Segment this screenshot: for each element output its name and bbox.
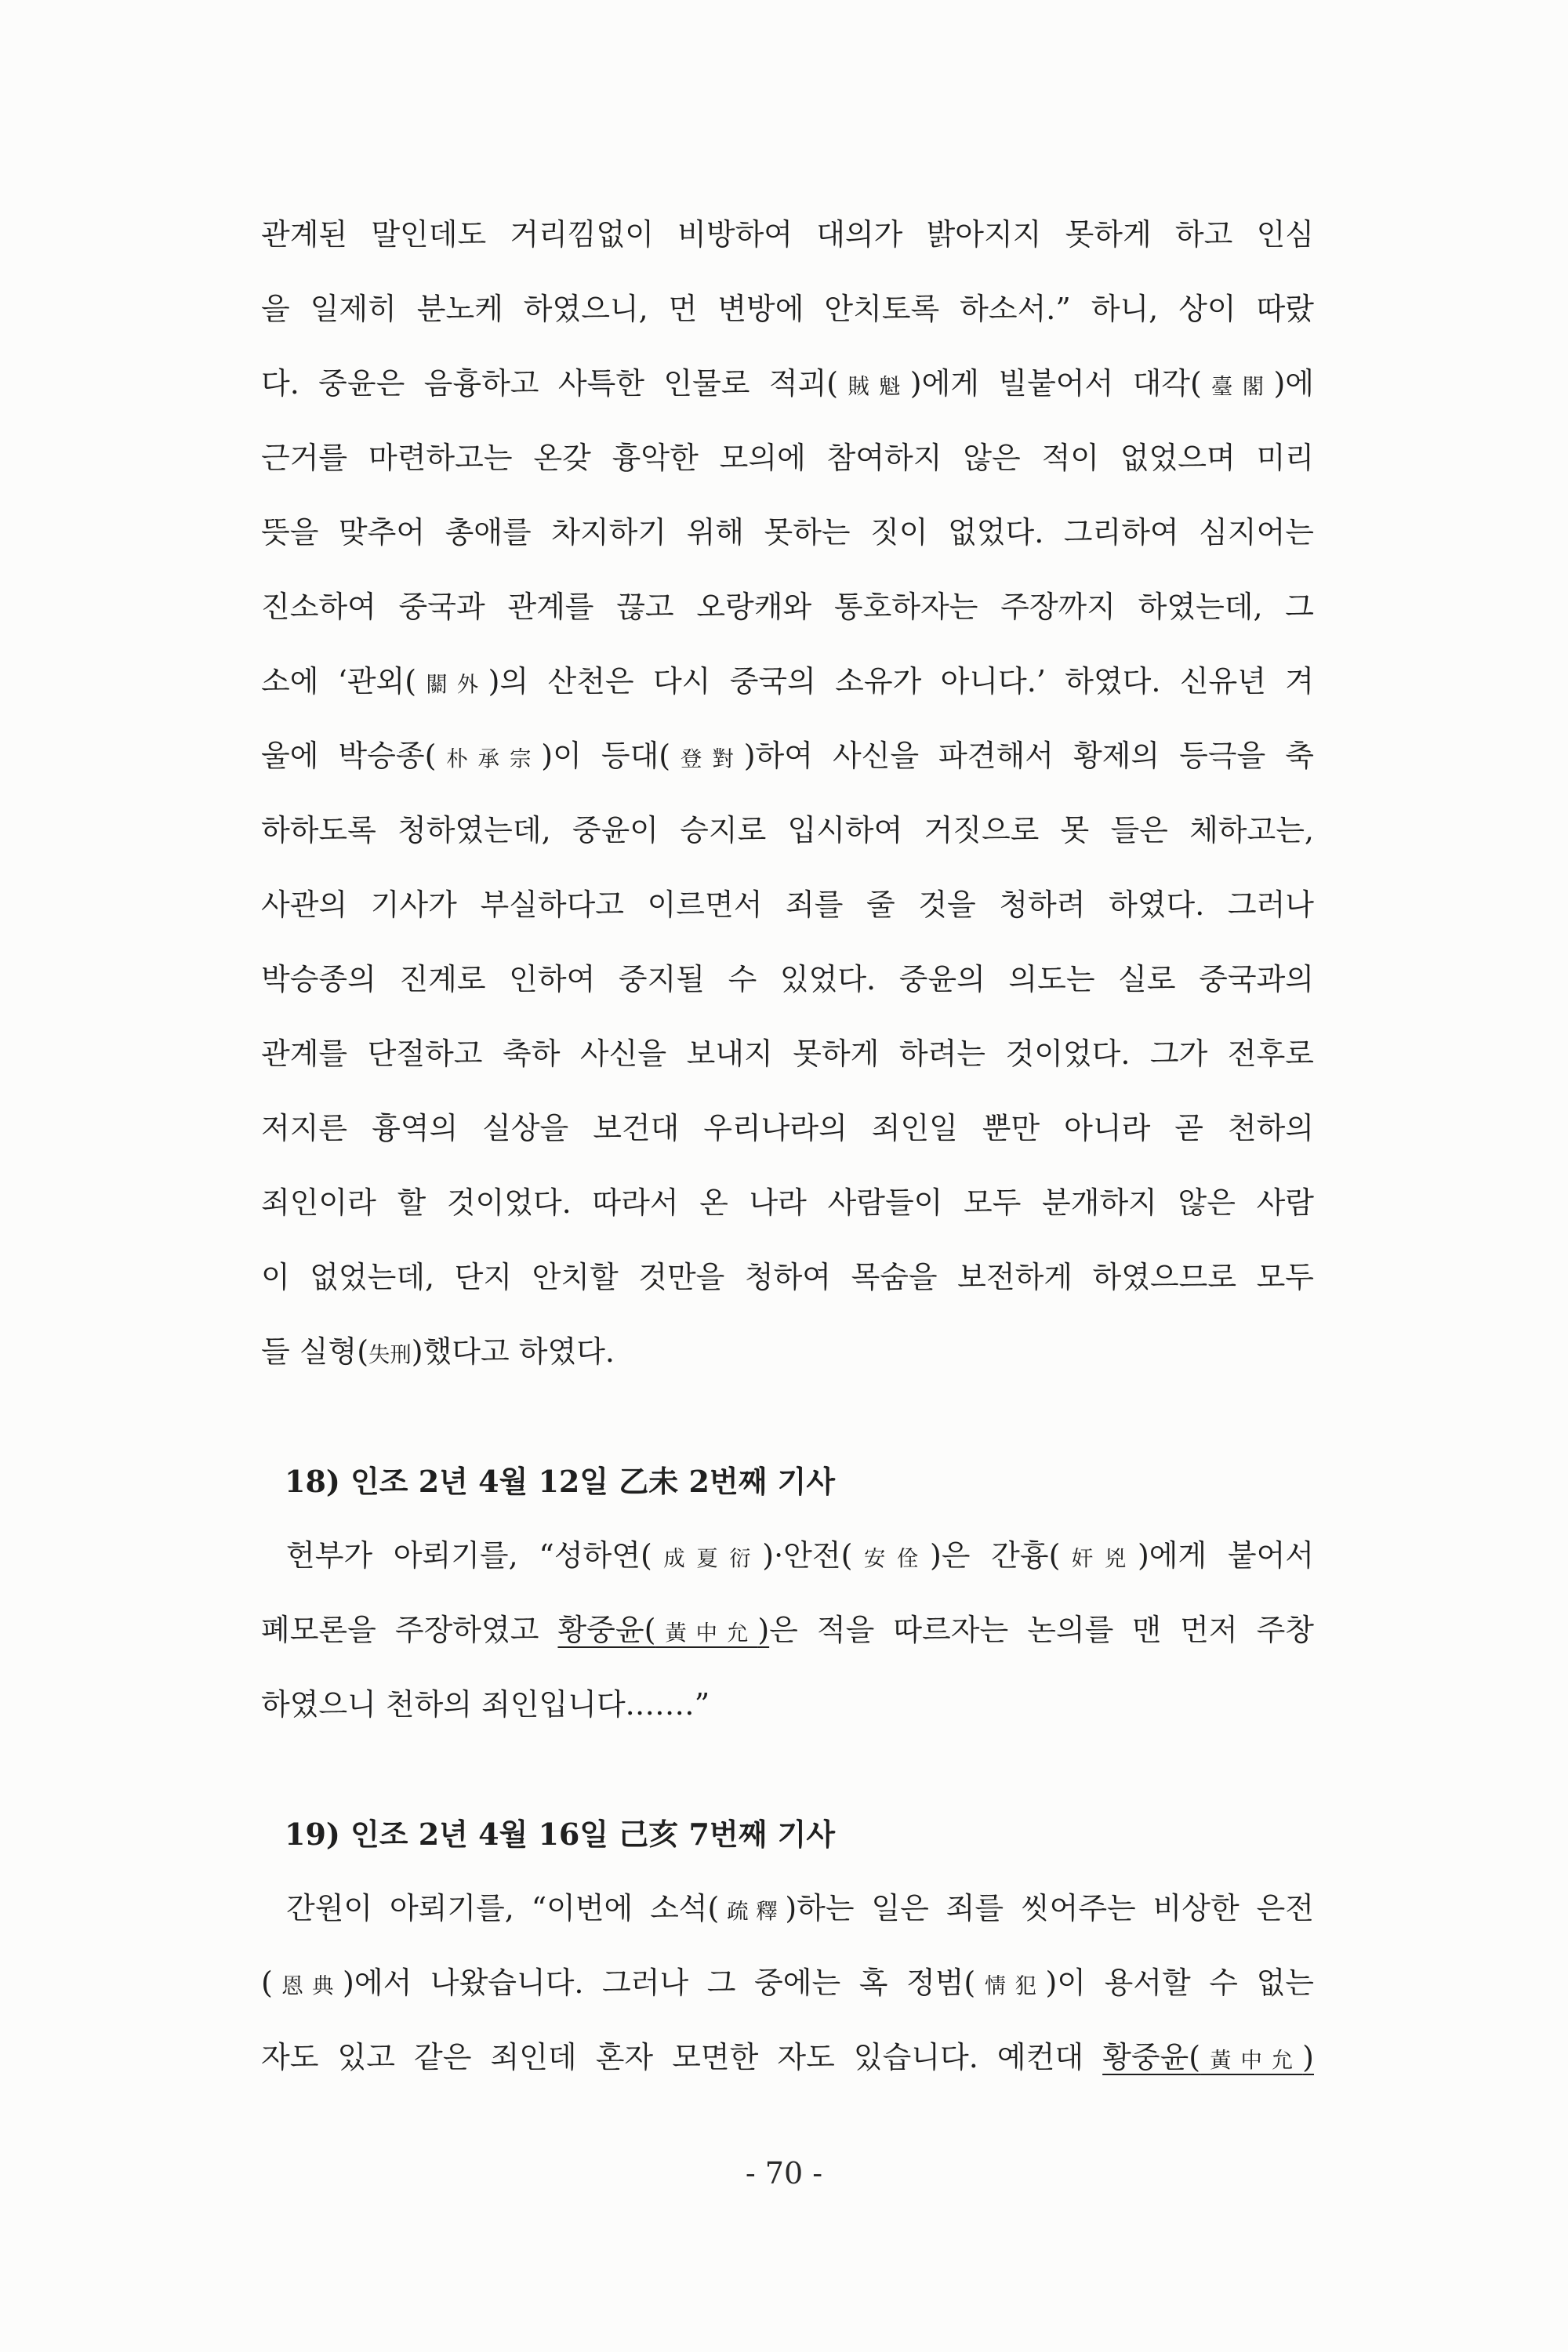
underlined-name: ): [1302, 2040, 1314, 2074]
text-run: )하여 사신을 파견해서 황제의 등극을 축: [743, 739, 1314, 773]
text-run: 진소하여 중국과 관계를 끊고 오랑캐와 통호하자는 주장까지 하였는데, 그: [261, 590, 1314, 624]
text-line: [261, 1240, 1314, 1315]
hanja-gloss: 黃中允: [655, 1621, 758, 1646]
underlined-name: ): [757, 1613, 770, 1647]
hanja-gloss: 成夏衍: [652, 1547, 763, 1571]
text-run: 간원이 아뢰기를, “이번에 소석(: [286, 1891, 720, 1926]
paragraph: [261, 1519, 1314, 1742]
text-run: )의 산천은 다시 중국의 소유가 아니다.’ 하였다. 신유년 겨: [488, 664, 1314, 699]
text-line: [261, 1091, 1314, 1166]
text-run: 들 실형(: [261, 1334, 369, 1369]
entry-heading: 18) 인조 2년 4월 12일 乙未 2번째 기사: [285, 1464, 836, 1499]
text-line: [261, 1946, 1314, 2020]
text-run: 자도 있고 같은 죄인데 혼자 모면한 자도 있습니다. 예컨대: [261, 2040, 1103, 2074]
text-run: )에게 붙어서: [1137, 1538, 1314, 1573]
text-line: [261, 570, 1314, 644]
text-run: 죄인이라 할 것이었다. 따라서 온 나라 사람들이 모두 분개하지 않은 사람: [261, 1185, 1314, 1220]
text-run: 관계를 단절하고 축하 사신을 보내지 못하게 하려는 것이었다. 그가 전후로: [261, 1036, 1314, 1071]
hanja-gloss: 賊魁: [838, 375, 910, 399]
text-line: [261, 1668, 1314, 1742]
hanja-gloss: 安佺: [852, 1547, 930, 1571]
text-run: 폐모론을 주장하였고: [261, 1613, 558, 1647]
text-line: [261, 1871, 1314, 1946]
text-line: [261, 1166, 1314, 1240]
text-run: )했다고 하였다.: [411, 1334, 615, 1369]
text-run: 다. 중윤은 음흉하고 사특한 인물로 적괴(: [261, 366, 839, 401]
text-run: 저지른 흉역의 실상을 보건대 우리나라의 죄인일 뿐만 아니라 곧 천하의: [261, 1111, 1314, 1145]
text-run: 하였으니 천하의 죄인입니다.……”: [261, 1687, 710, 1722]
text-line: [261, 793, 1314, 868]
text-run: )이 용서할 수 없는: [1045, 1965, 1314, 2000]
text-run: )하는 일은 죄를 씻어주는 비상한 은전: [785, 1891, 1314, 1926]
text-line: [261, 495, 1314, 570]
text-run: 울에 박승종(: [261, 739, 437, 773]
text-line: [261, 272, 1314, 347]
hanja-gloss: 失刑: [368, 1343, 412, 1367]
hanja-gloss: 恩典: [272, 1974, 343, 1998]
text-line: [261, 1593, 1314, 1668]
text-run: 은 적을 따르자는 논의를 맨 먼저 주창: [769, 1613, 1314, 1647]
hanja-gloss: 臺閣: [1201, 375, 1274, 399]
text-line: [261, 1315, 1314, 1389]
text-run: )에게 빌붙어서 대각(: [909, 366, 1202, 401]
text-body: [261, 198, 1314, 2095]
hanja-gloss: 疏釋: [719, 1900, 786, 1924]
text-line: [261, 1519, 1314, 1593]
text-line: [261, 2020, 1314, 2095]
text-run: 이 없었는데, 단지 안치할 것만을 청하여 목숨을 보전하게 하였으므로 모두: [261, 1260, 1314, 1294]
text-run: 하하도록 청하였는데, 중윤이 승지로 입시하여 거짓으로 못 들은 체하고는,: [261, 813, 1314, 848]
text-run: (: [261, 1965, 273, 2000]
hanja-gloss: 情犯: [975, 1974, 1046, 1998]
text-run: )이 등대(: [541, 739, 671, 773]
text-run: )·안전(: [762, 1538, 853, 1573]
text-line: [261, 421, 1314, 495]
text-line: [261, 719, 1314, 793]
text-run: )에서 나왔습니다. 그러나 그 중에는 혹 정범(: [343, 1965, 976, 2000]
text-line: [261, 198, 1314, 272]
record-entry: [261, 1797, 1314, 2095]
text-run: 근거를 마련하고는 온갖 흉악한 모의에 참여하지 않은 적이 없었으며 미리: [261, 441, 1314, 475]
hanja-gloss: 黃中允: [1200, 2049, 1303, 2073]
hanja-gloss: 朴承宗: [436, 747, 542, 771]
text-run: 헌부가 아뢰기를, “성하연(: [286, 1538, 652, 1573]
text-line: [261, 1017, 1314, 1091]
text-line: [261, 868, 1314, 942]
record-entry: [261, 1444, 1314, 1742]
text-run: )은 간흉(: [929, 1538, 1061, 1573]
hanja-gloss: 登對: [670, 747, 744, 771]
text-run: 박승종의 진계로 인하여 중지될 수 있었다. 중윤의 의도는 실로 중국과의: [261, 962, 1314, 996]
paragraph: [261, 1871, 1314, 2095]
entry-heading: 19) 인조 2년 4월 16일 己亥 7번째 기사: [285, 1817, 836, 1852]
page-number: - 70 -: [745, 2156, 823, 2190]
text-line: [261, 942, 1314, 1017]
paragraph-continued: [261, 198, 1314, 1389]
text-line: [261, 347, 1314, 421]
underlined-name: 황중윤(: [1102, 2040, 1201, 2074]
text-run: )에: [1273, 366, 1314, 401]
underlined-name: 황중윤(: [557, 1613, 656, 1647]
text-run: 뜻을 맞추어 총애를 차지하기 위해 못하는 짓이 없었다. 그리하여 심지어는: [261, 515, 1314, 550]
hanja-gloss: 奸兇: [1060, 1547, 1138, 1571]
hanja-gloss: 關外: [416, 673, 488, 697]
text-run: 소에 ‘관외(: [261, 664, 417, 699]
text-line: [261, 644, 1314, 719]
text-run: 을 일제히 분노케 하였으니, 먼 변방에 안치토록 하소서.” 하니, 상이 따랐: [261, 292, 1314, 326]
text-run: 사관의 기사가 부실하다고 이르면서 죄를 줄 것을 청하려 하였다. 그러나: [261, 887, 1314, 922]
text-run: 관계된 말인데도 거리낌없이 비방하여 대의가 밝아지지 못하게 하고 인심: [261, 217, 1314, 252]
